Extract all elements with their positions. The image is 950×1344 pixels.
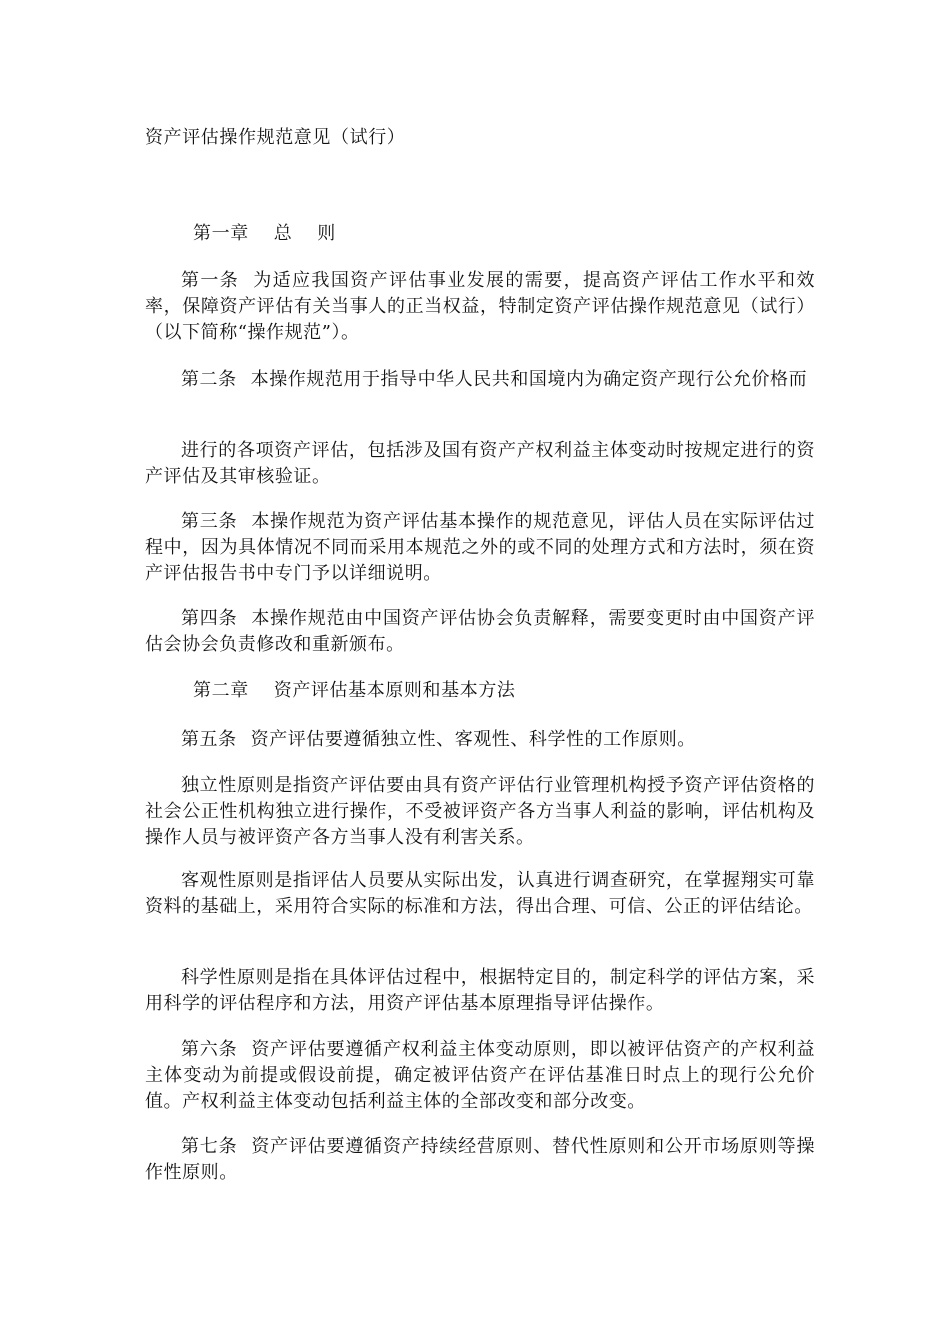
article-number: 第五条	[181, 729, 237, 750]
article-number: 第一条	[181, 270, 240, 291]
paragraph-text: 进行的各项资产评估，包括涉及国有资产产权利益主体变动时按规定进行的资产评估及其审核验证。	[145, 440, 815, 487]
article-text: 本操作规范由中国资产评估协会负责解释，需要变更时由中国资产评估会协会负责修改和重新颁布。	[145, 608, 815, 655]
article-paragraph	[145, 268, 815, 346]
article-paragraph	[145, 509, 815, 587]
article-text: 资产评估要遵循产权利益主体变动原则，即以被评估资产的产权利益主体变动为前提或假设前提，确定被评估资产在评估基准日时点上的现行公允价值。产权利益主体变动包括利益主体的全部改变和部分改变。	[145, 1039, 815, 1112]
article-paragraph	[145, 1037, 815, 1115]
article-paragraph	[145, 727, 815, 753]
article-number: 第七条	[181, 1136, 238, 1157]
body-paragraph	[145, 773, 815, 851]
article-text: 资产评估要遵循资产持续经营原则、替代性原则和公开市场原则等操作性原则。	[145, 1136, 815, 1183]
article-number: 第二条	[181, 369, 237, 390]
article-text: 为适应我国资产评估事业发展的需要，提高资产评估工作水平和效率，保障资产评估有关当事人的正当权益，特制定资产评估操作规范意见（试行）（以下简称“操作规范”）。	[145, 270, 816, 343]
article-text: 资产评估要遵循独立性、客观性、科学性的工作原则。	[250, 729, 696, 750]
paragraph-text: 科学性原则是指在具体评估过程中，根据特定目的，制定科学的评估方案，采用科学的评估程序和方法，用资产评估基本原理指导评估操作。	[145, 967, 815, 1014]
paragraph-text: 客观性原则是指评估人员要从实际出发，认真进行调查研究，在掌握翔实可靠资料的基础上，采用符合实际的标准和方法，得出合理、可信、公正的评估结论。	[145, 870, 815, 917]
body-paragraph	[145, 868, 815, 920]
article-number: 第六条	[181, 1039, 238, 1060]
article-text: 本操作规范为资产评估基本操作的规范意见，评估人员在实际评估过程中，因为具体情况不同而采用本规范之外的或不同的处理方式和方法时，须在资产评估报告书中专门予以详细说明。	[145, 511, 815, 584]
article-text: 本操作规范用于指导中华人民共和国境内为确定资产现行公允价格而	[250, 369, 808, 390]
document-title: 资产评估操作规范意见（试行）	[145, 127, 406, 148]
article-number: 第三条	[181, 511, 238, 532]
body-paragraph	[145, 438, 815, 490]
article-paragraph	[145, 1134, 815, 1186]
chapter-heading-1: 第一章 总 则	[193, 223, 336, 244]
article-number: 第四条	[181, 608, 238, 629]
article-paragraph	[145, 606, 815, 658]
article-paragraph	[145, 367, 815, 393]
body-paragraph	[145, 965, 815, 1017]
paragraph-text: 独立性原则是指资产评估要由具有资产评估行业管理机构授予资产评估资格的社会公正性机构独立进行操作，不受被评资产各方当事人利益的影响，评估机构及操作人员与被评资产各方当事人没有利害关系。	[145, 775, 815, 848]
chapter-heading-2: 第二章 资产评估基本原则和基本方法	[193, 680, 516, 701]
